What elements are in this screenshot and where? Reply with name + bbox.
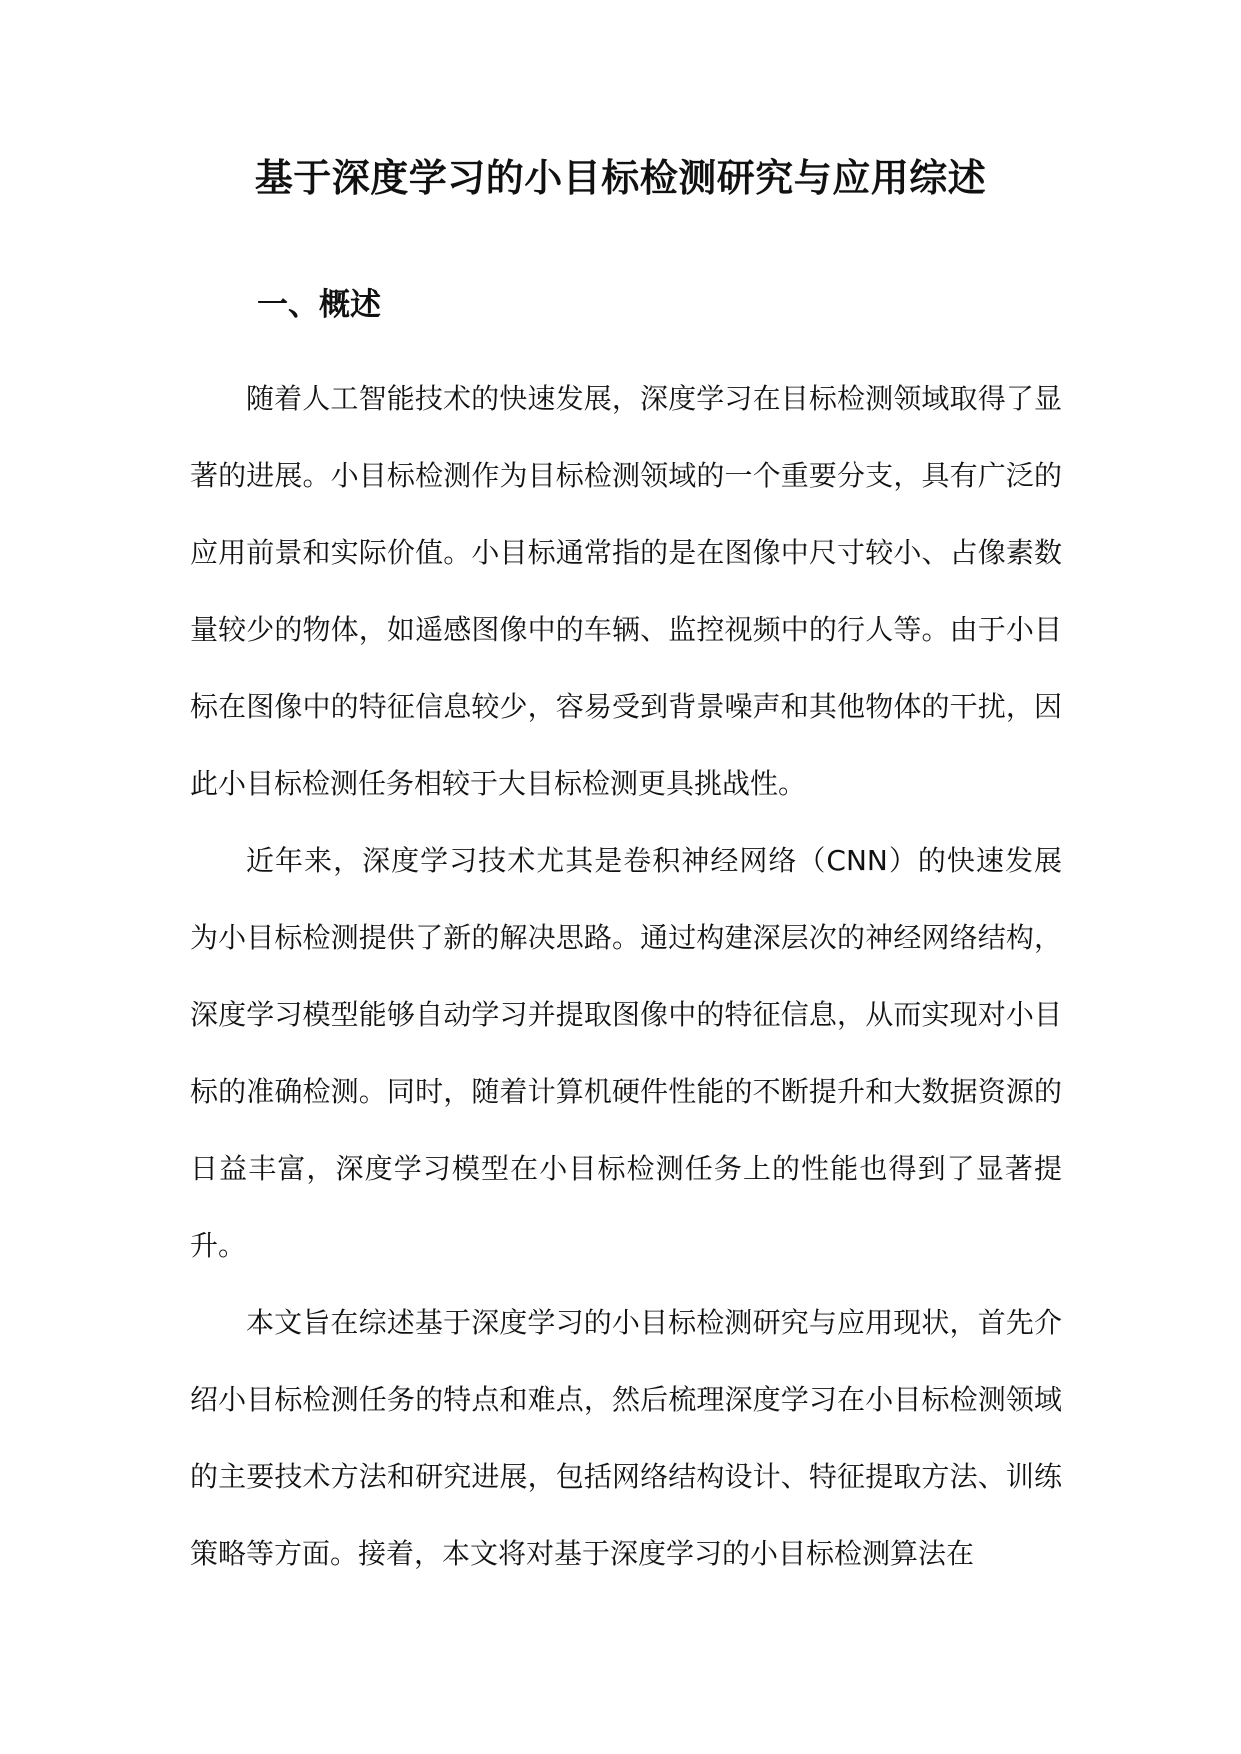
document-title: 基于深度学习的小目标检测研究与应用综述 xyxy=(254,155,987,200)
paragraph-3: 本文旨在综述基于深度学习的小目标检测研究与应用现状，首先介绍小目标检测任务的特点和难点，然后梳理深度学习在小目标检测领域的主要技术方法和研究进展，包括网络结构设计、特征提取方法、训练策略等方面。接着，本文将对基于深度学习的小目标检测算法在 xyxy=(190,1306,1062,1570)
paragraph-1: 随着人工智能技术的快速发展，深度学习在目标检测领域取得了显著的进展。小目标检测作为目标检测领域的一个重要分支，具有广泛的应用前景和实际价值。小目标通常指的是在图像中尺寸较小、占像素数量较少的物体，如遥感图像中的车辆、监控视频中的行人等。由于小目标在图像中的特征信息较少，容易受到背景噪声和其他物体的干扰，因此小目标检测任务相较于大目标检测更具挑战性。 xyxy=(190,382,1062,800)
section-heading: 一、概述 xyxy=(257,287,381,323)
paragraph-2: 近年来，深度学习技术尤其是卷积神经网络（CNN）的快速发展为小目标检测提供了新的解决思路。通过构建深层次的神经网络结构，深度学习模型能够自动学习并提取图像中的特征信息，从而实现对小目标的准确检测。同时，随着计算机硬件性能的不断提升和大数据资源的日益丰富，深度学习模型在小目标检测任务上的性能也得到了显著提升。 xyxy=(190,844,1062,1262)
body-text xyxy=(190,360,1062,1592)
